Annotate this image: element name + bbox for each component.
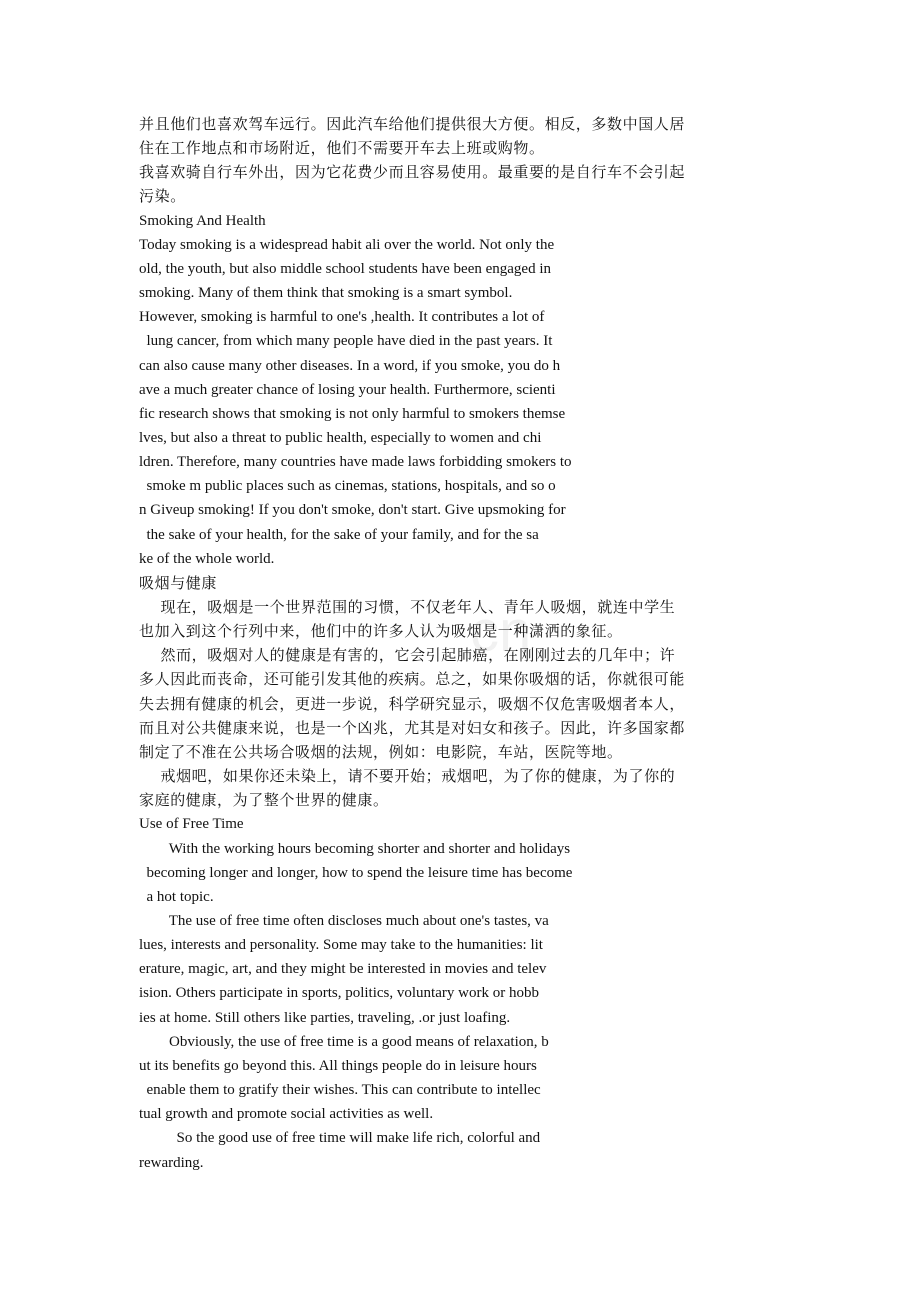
text-line: 制定了不准在公共场合吸烟的法规，例如：电影院，车站，医院等地。 (139, 742, 623, 761)
text-line: smoking. Many of them think that smoking is a smart symbol. (139, 285, 513, 301)
text-line: a hot topic. (139, 888, 214, 905)
text-line: However, smoking is harmful to one's ,health. It contributes a lot of (139, 309, 545, 326)
text-line: fic research shows that smoking is not only harmful to smokers themse (139, 405, 566, 422)
text-line: the sake of your health, for the sake of your family, and for the sa (139, 526, 539, 543)
text-line: rewarding. (139, 1154, 204, 1171)
text-line: 失去拥有健康的机会，更进一步说，科学研究显示，吸烟不仅危害吸烟者本人， (139, 694, 686, 713)
text-line: 家庭的健康，为了整个世界的健康。 (139, 791, 389, 810)
text-line: ut its benefits go beyond this. All things people do in leisure hours (139, 1057, 537, 1074)
text-line: smoke m public places such as cinemas, stations, hospitals, and so o (139, 478, 556, 495)
text-line: 污染。 (139, 187, 186, 206)
text-line: erature, magic, art, and they might be interested in movies and telev (139, 961, 547, 978)
text-line: 而且对公共健康来说，也是一个凶兆，尤其是对妇女和孩子。因此，许多国家都 (139, 718, 686, 737)
text-line: 多人因此而丧命，还可能引发其他的疾病。总之，如果你吸烟的话，你就很可能 (139, 670, 686, 689)
text-line: 并且他们也喜欢驾车远行。因此汽车给他们提供很大方便。相反，多数中国人居 (139, 115, 686, 133)
text-line: With the working hours becoming shorter and shorter and holidays (139, 840, 571, 857)
text-line: Use of Free Time (139, 816, 244, 833)
text-line: The use of free time often discloses much about one's tastes, va (139, 912, 549, 929)
text-line: lung cancer, from which many people have died in the past years. It (139, 333, 553, 350)
text-line: lves, but also a threat to public health, especially to women and chi (139, 429, 542, 446)
text-line: ision. Others participate in sports, politics, voluntary work or hobb (139, 985, 539, 1002)
text-line: 戒烟吧，如果你还未染上，请不要开始；戒烟吧，为了你的健康，为了你的 (139, 767, 676, 785)
text-line: So the good use of free time will make life rich, colorful and (139, 1130, 541, 1147)
text-line: ke of the whole world. (139, 550, 275, 567)
text-line: ave a much greater chance of losing your health. Furthermore, scienti (139, 381, 556, 398)
text-line: 然而，吸烟对人的健康是有害的，它会引起肺癌，在刚刚过去的几年中；许 (139, 646, 676, 665)
text-line: Today smoking is a widespread habit ali over the world. Not only the (139, 236, 555, 253)
text-line: 我喜欢骑自行车外出，因为它花费少而且容易使用。最重要的是自行车不会引起 (139, 163, 686, 182)
text-line: tual growth and promote social activities as well. (139, 1106, 434, 1123)
text-line: Obviously, the use of free time is a good means of relaxation, b (139, 1033, 549, 1050)
text-line: ies at home. Still others like parties, traveling, .or just loafing. (139, 1009, 511, 1026)
text-line: enable them to gratify their wishes. This can contribute to intellec (139, 1082, 541, 1098)
text-line: 也加入到这个行列中来，他们中的许多人认为吸烟是一种潇洒的象征。 (139, 622, 623, 641)
text-line: 住在工作地点和市场附近，他们不需要开车去上班或购物。 (139, 139, 545, 158)
text-line: ldren. Therefore, many countries have made laws forbidding smokers to (139, 454, 572, 471)
text-line: becoming longer and longer, how to spend the leisure time has become (139, 864, 573, 881)
text-line: can also cause many other diseases. In a word, if you smoke, you do h (139, 357, 561, 374)
watermark-text: cn (470, 599, 532, 664)
text-line: old, the youth, but also middle school students have been engaged in (139, 260, 552, 277)
text-line: lues, interests and personality. Some may take to the humanities: lit (139, 937, 543, 954)
text-line: 现在，吸烟是一个世界范围的习惯，不仅老年人、青年人吸烟，就连中学生 (139, 598, 676, 616)
text-line: n Giveup smoking! If you don't smoke, don't start. Give upsmoking for (139, 502, 566, 519)
text-line: 吸烟与健康 (139, 573, 218, 592)
text-line: Smoking And Health (139, 212, 266, 229)
